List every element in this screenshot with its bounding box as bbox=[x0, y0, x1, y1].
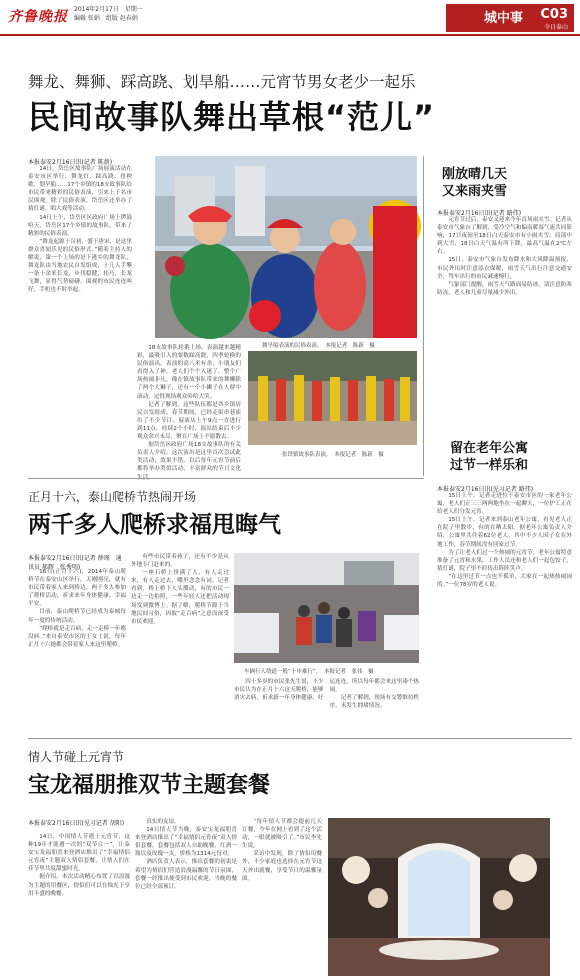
paragraph: 有些市民带着孩子，还有不少是从外地专门赶来的。 bbox=[131, 554, 229, 569]
paragraph: 记者了解到，现场有交警维持秩序，未发生拥堵情况。 bbox=[329, 695, 420, 710]
story2-byline: 本报泰安2月16日讯(记者 薛瑾 通讯员 郝辉 张秀明) bbox=[28, 555, 122, 571]
sidebar2-headline bbox=[450, 440, 572, 474]
story2-column-1 bbox=[28, 568, 126, 728]
sidebar1-body bbox=[437, 216, 572, 424]
story1-photo1-caption: 舞旱船表演的民俗表演。 本报记者 陈新 摄 bbox=[262, 343, 375, 349]
performers-photo-image bbox=[155, 156, 417, 338]
masthead bbox=[0, 0, 580, 36]
crowd-photo-image bbox=[234, 553, 419, 663]
story1-photo-dancers bbox=[248, 351, 417, 445]
paragraph: 15日上午，记者来到泰山老年公寓，看见老人正在院子里散步，有的在晒太阳。据老年公寓负责人介绍，公寓里共住着62位老人，其中不少人因子女在外地工作，春节期间没有回家过节。 bbox=[437, 517, 572, 548]
paragraph: 据介绍，本次活动精心布置了以浪漫为主题的用餐区，情侣们可以在烛光下享用丰盛的晚餐。 bbox=[28, 874, 130, 897]
story2-top-rule bbox=[28, 478, 424, 479]
story3-top-rule bbox=[28, 738, 572, 739]
newspaper-logo: 齐鲁晚报 bbox=[8, 9, 68, 25]
sidebar1-headline-line1: 刚放晴几天 bbox=[442, 167, 508, 182]
paragraph: 目前，泰山爬桥节已经成为泰城每年一度的传统活动。 bbox=[28, 609, 126, 624]
paragraph: 气象部门提醒，雨雪天气路面易结冰，请注意防寒防冻，老人和儿童尽量减少外出。 bbox=[437, 281, 572, 296]
paragraph: 15日，泰安市气象台发布降水和大风降温预报，市民外出时注意添衣保暖，雨雪天气出行注意交通安全，驾车出行的市民减速慢行。 bbox=[437, 257, 572, 280]
story2-headline: 两千多人爬桥求福甩晦气 bbox=[28, 512, 281, 538]
paragraph: 一座石桥上挤满了人，有人走过来，有人走过去，嘴里念念有词。记者看到，桥上桥下人头攒动，有的市民一边走一边拍照，一些年轻人还把活动现场发到微博上。据了解，爬桥节源于当地民间习俗，因取“走百病”之意而深受市民欢迎。 bbox=[131, 570, 229, 625]
section-subtitle: 今日泰山 bbox=[543, 24, 568, 31]
story1-kicker: 舞龙、舞狮、踩高跷、划旱船……元宵节男女老少一起乐 bbox=[28, 73, 416, 91]
paragraph: 四十多岁的市民张先生说，不少市民认为在正月十六这天爬桥，能够消灾去病，祈求新一年身体健康、好运连连，所以每年都会来这里凑个热闹。 bbox=[234, 679, 420, 702]
paragraph: 15日上午，记者走进位于泰安市区的一家老年公寓，老人们正三三两两地坐在一起聊天，一位护工正在给老人们分发元宵。 bbox=[437, 493, 572, 516]
story2-column-3 bbox=[234, 678, 419, 728]
story1-photo2-caption: 张铁镇故事队表演。 本报记者 陈新 摄 bbox=[282, 452, 384, 458]
sidebar1-headline-line2: 又来雨夹雪 bbox=[442, 184, 508, 199]
paragraph: 14日，中国情人节遇上元宵节，这种19年才能遇一次的“双节合一”，让泰安宝龙福朋喜来登酒店推出了“幸福情侣元宵夜”主题双人情侣套餐，让情人们在佳节里共度甜蜜时光。 bbox=[28, 834, 130, 873]
story3-kicker: 情人节碰上元宵节 bbox=[28, 750, 125, 764]
paragraph: 酒店负责人表示，推出套餐的初衷是希望为情侣们营造浪漫温馨的节日氛围，套餐一经推出便受到市民欢迎，当晚的餐位已经全部预订。 bbox=[135, 859, 237, 890]
paragraph: 真实的友谊。 bbox=[146, 819, 180, 825]
issue-date: 2014年2月17日 星期一 bbox=[74, 6, 143, 13]
paragraph: “爬桥就是走百病，走一走桥一年都没病。”来自泰安市区的王女士说，每年正月十六她都会带着家人来这里爬桥。 bbox=[28, 625, 126, 648]
section-name: 城中事 bbox=[484, 11, 524, 26]
sidebar2-byline: 本报泰安2月16日讯(见习记者 路伟) bbox=[437, 486, 534, 493]
banquet-hall-photo-image bbox=[328, 818, 550, 976]
sidebar1-byline: 本报泰安2月16日讯(记者 路伟) bbox=[437, 210, 522, 217]
paragraph: “每年情人节都会提前几天订餐，今年在网上看到了这个活动，一眼就被吸引了。”市民李先生说。 bbox=[242, 819, 322, 850]
story1-headline: 民间故事队舞出草根“范儿” bbox=[28, 98, 436, 136]
paragraph: 为了让老人们过一个热闹的元宵节，老年公寓特意准备了元宵和水果，工作人员还和老人们一起包饺子，猜灯谜，院子里不时传出阵阵笑声。 bbox=[437, 549, 572, 572]
paragraph: 据岱岳区政府广场18支故事队的有关负责人介绍，这次演出是这里首次尝试此类活动，效果不错。以后每年元宵节前后都将举办类似活动，丰富群众的节日文化 bbox=[137, 442, 241, 473]
story1-photo-performers bbox=[155, 156, 417, 338]
paragraph: 16日(正月十六)，2014年泰山爬桥节在泰安山区举行，天刚刚亮，就有市民带着家人来到桥边，两千多人参加了爬桥活动，祈求来年身体健康、幸福平安。 bbox=[28, 569, 126, 608]
dancers-photo-image bbox=[248, 351, 417, 445]
sidebar2-body bbox=[437, 492, 572, 732]
story3-photo-banquet-hall bbox=[328, 818, 550, 976]
story2-photo-caption: 车辆行人绕道一般“十步难行”。 本报记者 张伟 摄 bbox=[244, 669, 374, 675]
paragraph: 14日上午，岱岳区区政府广场上锣鼓喧天，岱岳区17个乡镇的故事队，带来了精彩的民俗表演。 bbox=[28, 214, 132, 237]
story1-column-2 bbox=[137, 344, 241, 473]
sidebar2-headline-line1: 留在老年公寓 bbox=[450, 441, 529, 456]
paragraph: “在这里过节一点也不孤单，大家在一起热热闹闹的。”一位78岁的老人说。 bbox=[437, 573, 572, 589]
paragraph: “舞龙起源于汉初，盛于唐宋，是这里群众喜闻乐见的民俗形式。”随着主持人的解说，第一个上场的是下港乡的舞龙队，舞龙队由当地农民自发组成，十几人手擎一条十余米长龙，步伐稳健，轮巧，长龙飞舞，显得气势磅礴。围观的市民连连叫好，手机也不时举起。 bbox=[28, 238, 132, 294]
story1-column-1 bbox=[28, 165, 132, 465]
section-tag bbox=[446, 4, 574, 32]
story3-column-3 bbox=[242, 818, 322, 973]
paragraph: 记者了解到，这些队伍都是各乡镇居民自发组成，春节期间，巳经走街串巷演出了不少节目，展演从上午9点一直进行到11点，持续2个小时，演出结束后不少观众余兴未尽，聚在广场上不愿散去。 bbox=[137, 401, 241, 441]
story2-photo-crowd bbox=[234, 553, 419, 663]
story2-kicker: 正月十六，泰山爬桥节热闹开场 bbox=[28, 490, 197, 504]
paragraph: 元宵节过后，泰安又迎来今年首场雨夹雪。记者从泰安市气象台了解到，受冷空气和偏南暖湿气流共同影响，17日夜间至18日白天泰安市有小雨夹雪，局部中到大雪，18日白天气温有所下降，最高气温在2℃左右。 bbox=[437, 217, 572, 256]
sidebar2-headline-line2: 过节一样乐和 bbox=[450, 458, 529, 473]
masthead-info bbox=[74, 5, 143, 23]
sidebar1-headline bbox=[442, 166, 570, 200]
paragraph: 18支故事队轮番上场，表演越来越精彩，最吸引人的要数踩高跷，四季轮换的民俗演出，表演的高八米有余，小朋友们看得入了神，老人们个个入迷了，整个广场热闹非凡，像在镇故事队带来的舞狮除了两个大狮子，还有一个小狮子在人群中滚动，逗得现场观众哈哈大笑。 bbox=[137, 345, 241, 400]
story3-headline: 宝龙福朋推双节主题套餐 bbox=[28, 773, 271, 798]
paragraph: 采访中发现，除了情侣用餐外，不少家庭也选择在元宵节这天外出就餐，享受节日的温馨氛围。 bbox=[242, 851, 322, 882]
story3-column-2 bbox=[135, 818, 237, 973]
page-number: C03 bbox=[540, 7, 568, 22]
story3-byline: 本报泰安2月16日讯(见习记者 胡阳) bbox=[28, 820, 125, 827]
sidebar-divider bbox=[423, 156, 424, 476]
editor-credit: 编辑 张娟 组版 赵春娟 bbox=[74, 15, 138, 22]
paragraph: 14日情人节当晚，泰安宝龙福朋喜来登酒店推出了“幸福情侣元宵夜”双人情侣套餐，套餐包括双人自助晚餐、红酒一瓶以及玫瑰一支，价格为1314元每对。 bbox=[135, 827, 237, 858]
story2-column-2 bbox=[131, 553, 229, 728]
story3-column-1 bbox=[28, 833, 130, 973]
paragraph: 14日，岱岳区故事队广场展演活动在泰安市区举行，舞龙灯、踩高跷、扭秧歌、划旱船……17个乡镇的18支故事队给市民带来精彩的民俗表演，引来上千名市民围观。除了民俗表演，岱岳区还举办了猜灯谜、唱大戏等活动。 bbox=[28, 166, 132, 213]
story1-byline: 本报泰安2月16日讯(记者 陈新) bbox=[28, 159, 113, 166]
